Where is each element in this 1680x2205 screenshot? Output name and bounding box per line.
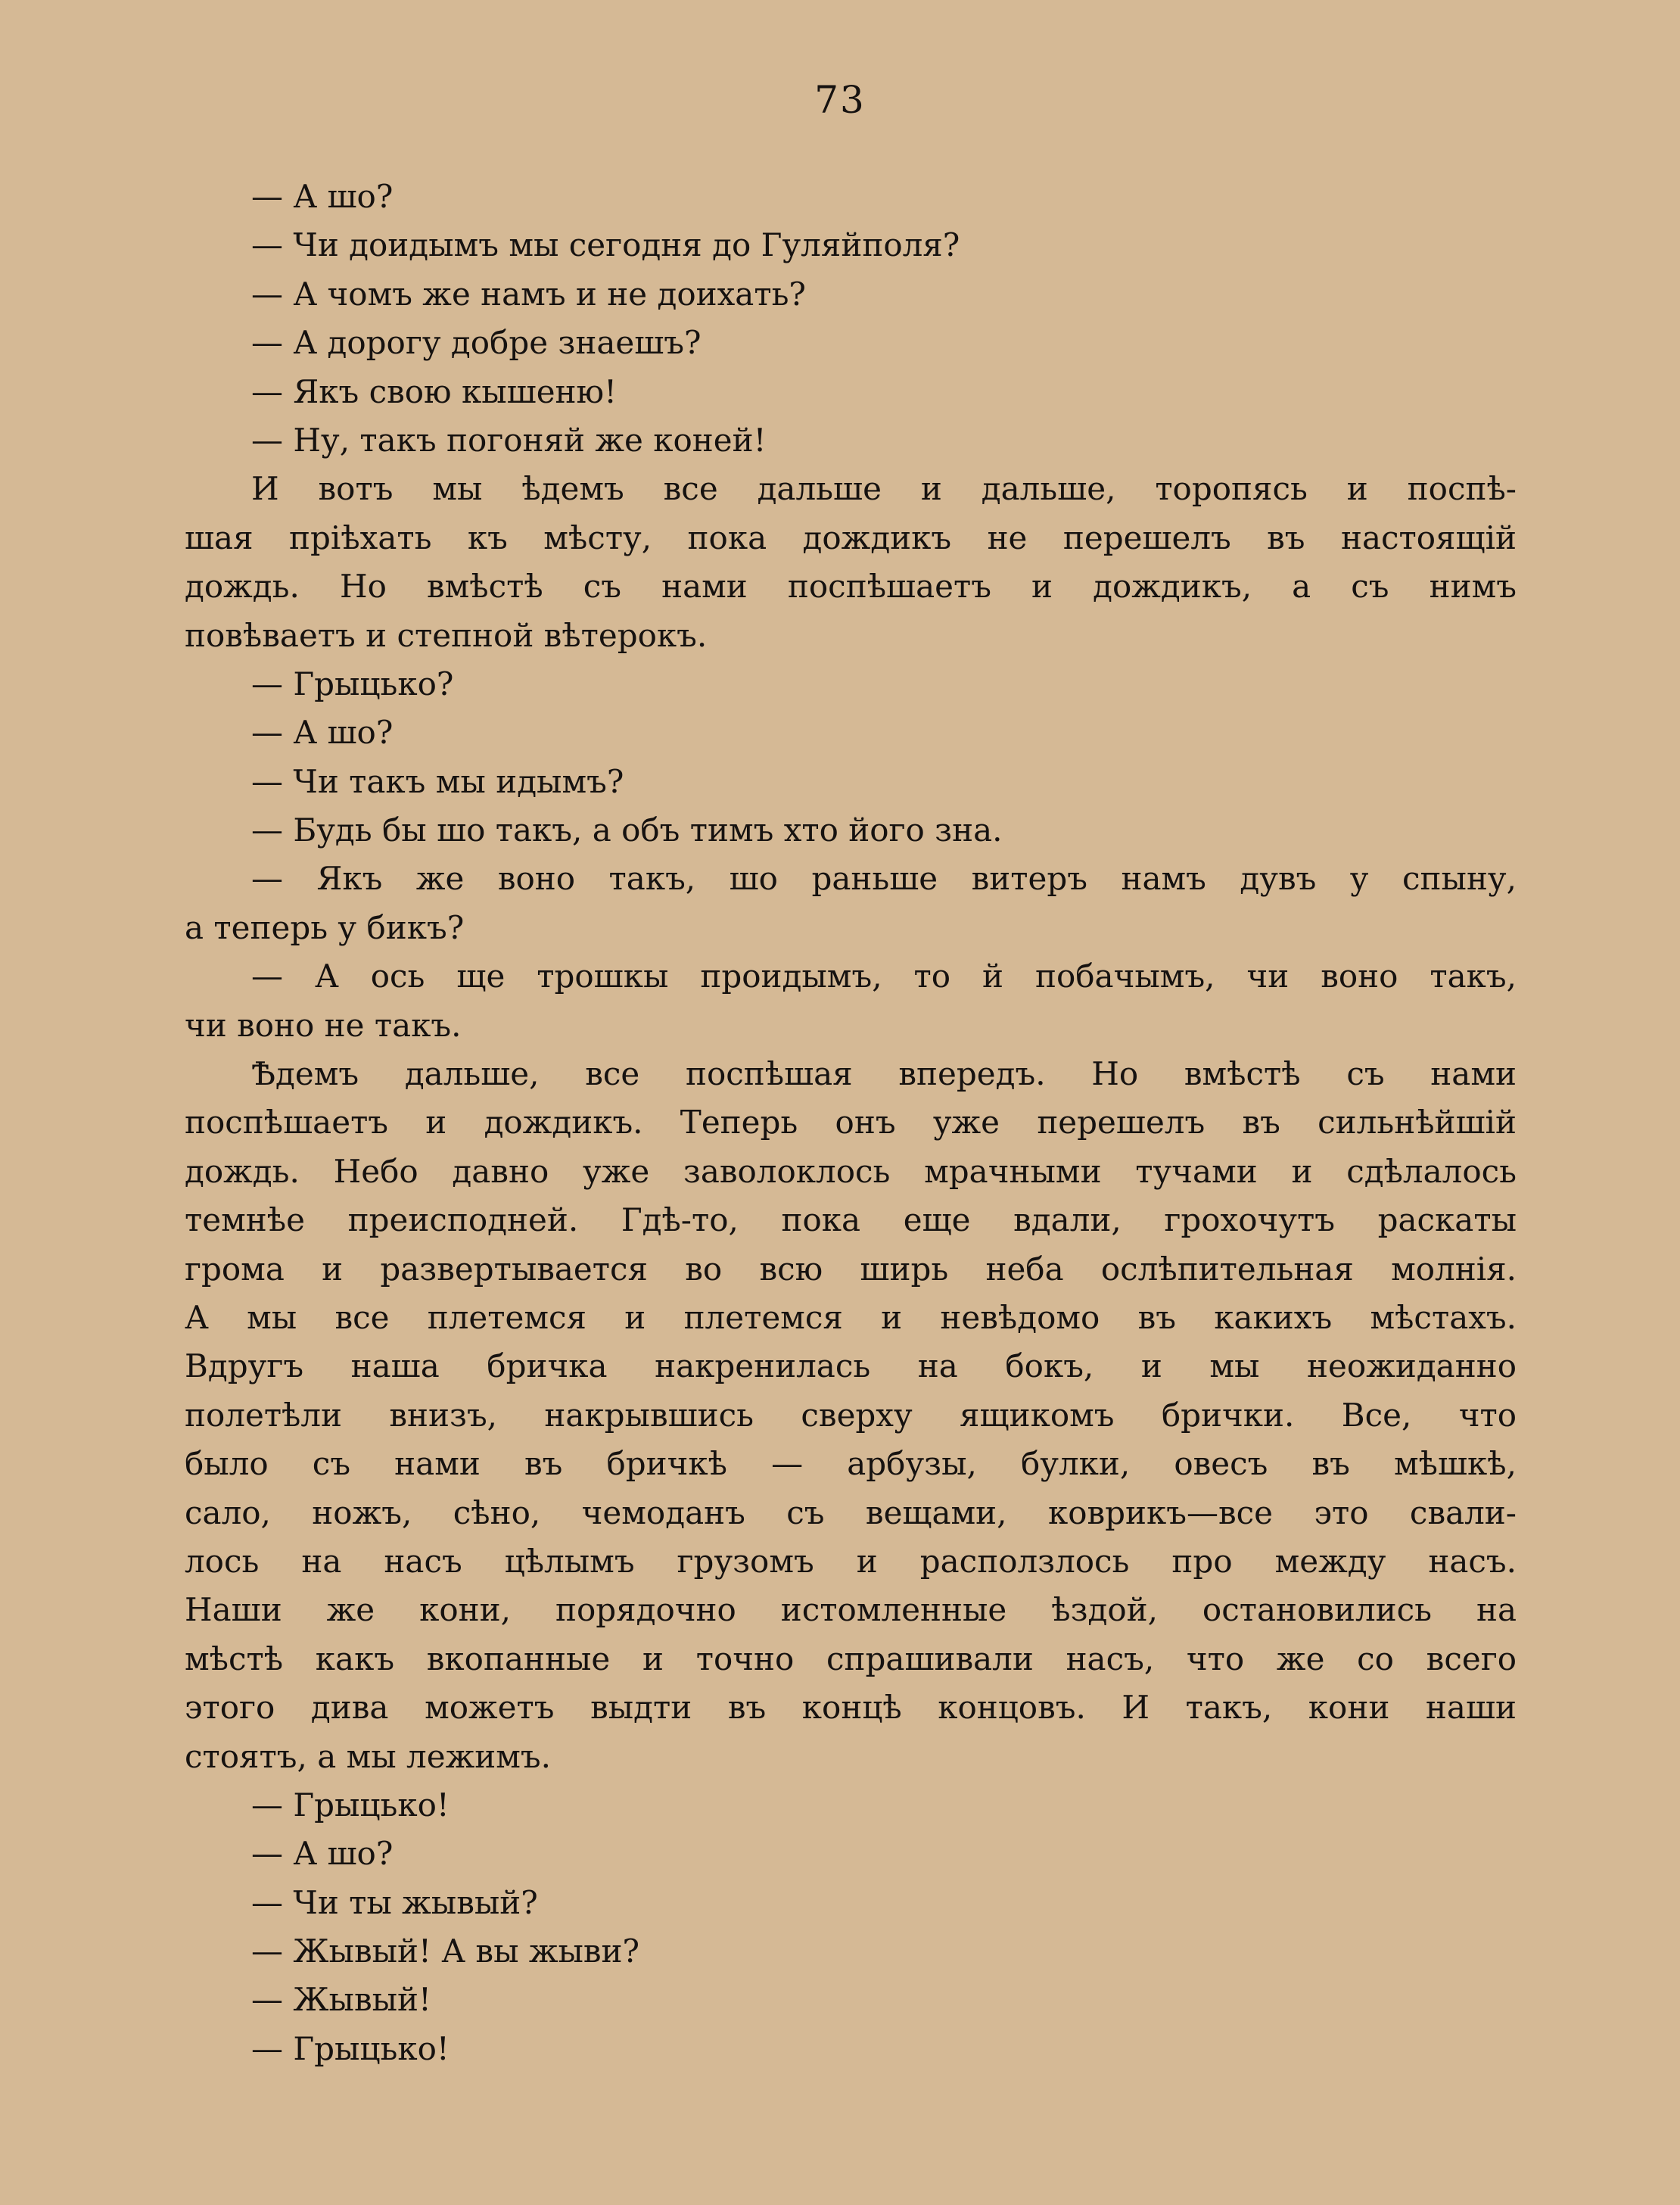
paragraph-line: грома и развертывается во всю ширь неба ослѣпительная молнiя. — [185, 1250, 1517, 1288]
dialogue-line: — Чи ты жывый? — [251, 1883, 538, 1921]
paragraph-first-line: — Якъ же воно такъ, шо раньше витеръ намъ дувъ у спыну, — [251, 860, 1517, 898]
dialogue-line: — А дорогу добре знаешъ? — [251, 324, 702, 362]
dialogue-line: — Жывый! — [251, 1981, 431, 2019]
paragraph-line: Вдругъ наша бричка накренилась на бокъ, и мы неожиданно — [185, 1347, 1517, 1385]
dialogue-line: — Ну, такъ погоняй же коней! — [251, 421, 767, 459]
dialogue-line: — А шо? — [251, 1835, 394, 1873]
dialogue-line: — Грыцько? — [251, 665, 454, 702]
paragraph-line: полетѣли внизъ, накрывшись сверху ящикомъ брички. Все, что — [185, 1396, 1517, 1434]
paragraph-line: шая прiѣхать къ мѣсту, пока дождикъ не перешелъ въ настоящiй — [185, 519, 1517, 556]
paragraph-last-line: повѣваетъ и степной вѣтерокъ. — [185, 616, 708, 654]
dialogue-line: — А чомъ же намъ и не доихать? — [251, 275, 806, 313]
dialogue-line: — Чи доидымъ мы сегодня до Гуляйполя? — [251, 226, 960, 264]
dialogue-line: — Чи такъ мы идымъ? — [251, 762, 624, 800]
paragraph-last-line: стоятъ, а мы лежимъ. — [185, 1737, 551, 1775]
paragraph-line: дождь. Но вмѣстѣ съ нами поспѣшаетъ и дождикъ, а съ нимъ — [185, 568, 1517, 606]
paragraph-line: мѣстѣ какъ вкопанные и точно спрашивали насъ, что же со всего — [185, 1640, 1517, 1677]
paragraph-last-line: чи воно не такъ. — [185, 1006, 462, 1044]
paragraph-line: дождь. Небо давно уже заволоклось мрачными тучами и сдѣлалось — [185, 1152, 1517, 1190]
dialogue-line: — А шо? — [251, 178, 394, 215]
dialogue-line: — Якъ свою кышеню! — [251, 372, 617, 410]
dialogue-line: — Будь бы шо такъ, а объ тимъ хто його зна. — [251, 811, 1003, 849]
paragraph-first-line: Ѣдемъ дальше, все поспѣшая впередъ. Но вмѣстѣ съ нами — [251, 1055, 1517, 1093]
paragraph-last-line: а теперь у бикъ? — [185, 908, 465, 946]
dialogue-line: — А шо? — [251, 714, 394, 752]
paragraph-line: лось на насъ цѣлымъ грузомъ и расползлось про между насъ. — [185, 1542, 1517, 1580]
paragraph-line: сало, ножъ, сѣно, чемоданъ съ вещами, коврикъ—все это свали- — [185, 1493, 1517, 1531]
page-body-text — [185, 173, 1517, 2073]
dialogue-line: — Грыцько! — [251, 2029, 450, 2067]
paragraph-line: А мы все плетемся и плетемся и невѣдомо въ какихъ мѣстахъ. — [185, 1298, 1517, 1336]
paragraph-line: этого дива можетъ выдти въ концѣ концовъ. И такъ, кони наши — [185, 1689, 1517, 1727]
paragraph-first-line: — А ось ще трошкы проидымъ, то й побачымъ, чи воно такъ, — [251, 958, 1517, 995]
dialogue-line: — Жывый! А вы жыви? — [251, 1932, 640, 1970]
paragraph-first-line: И вотъ мы ѣдемъ все дальше и дальше, торопясь и поспѣ- — [251, 470, 1517, 508]
paragraph-line: Наши же кони, порядочно истомленные ѣздой, остановились на — [185, 1591, 1517, 1629]
paragraph-line: было съ нами въ бричкѣ — арбузы, булки, овесъ въ мѣшкѣ, — [185, 1445, 1517, 1483]
page-number: 73 — [814, 78, 866, 122]
paragraph-line: поспѣшаетъ и дождикъ. Теперь онъ уже перешелъ въ сильнѣйшiй — [185, 1104, 1517, 1141]
dialogue-line: — Грыцько! — [251, 1786, 450, 1823]
paragraph-line: темнѣе преисподней. Гдѣ-то, пока еще вдали, грохочутъ раскаты — [185, 1201, 1517, 1239]
